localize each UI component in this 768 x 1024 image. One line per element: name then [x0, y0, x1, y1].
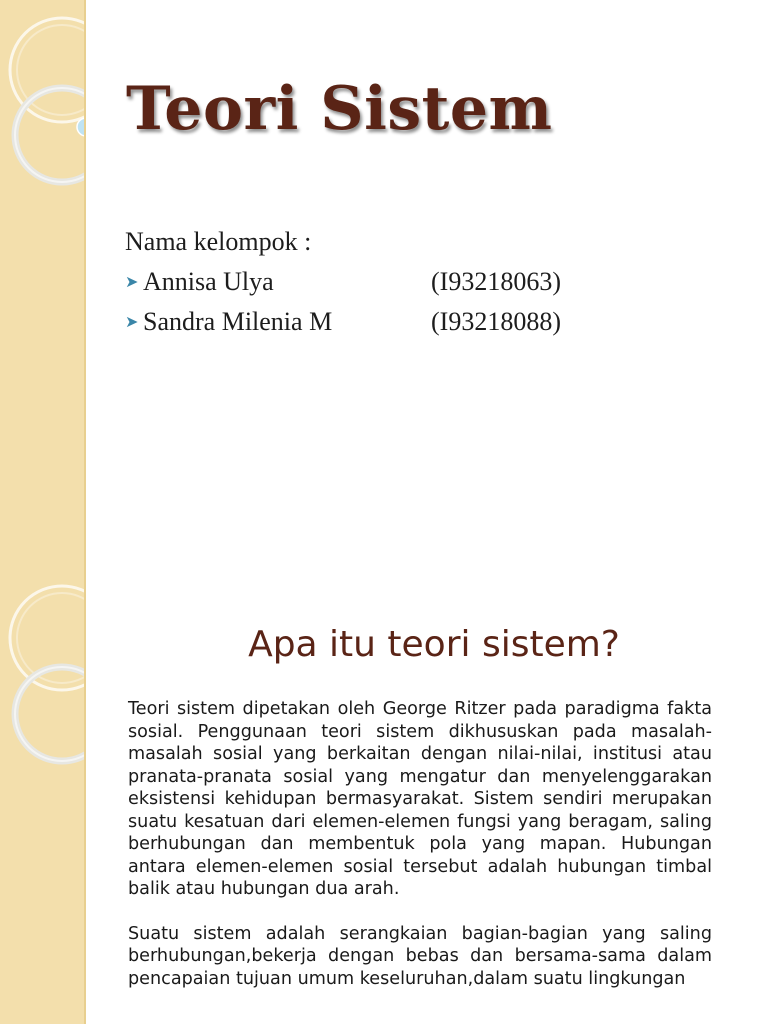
member-row [125, 304, 561, 344]
slide-body [128, 698, 712, 1012]
member-id: (I93218088) [431, 307, 561, 336]
slide-title: Apa itu teori sistem? [248, 624, 620, 665]
arrow-bullet-icon: ➤ [125, 314, 139, 331]
arrow-bullet-icon: ➤ [125, 274, 139, 291]
member-name: Sandra Milenia M [143, 307, 333, 336]
slide-2 [0, 576, 768, 1024]
member-id: (I93218063) [431, 267, 561, 296]
group-label: Nama kelompok : [125, 227, 312, 256]
member-name: Annisa Ulya [143, 267, 274, 296]
paragraph: Teori sistem dipetakan oleh George Ritzer pada paradigma fakta sosial. Penggunaan teori sistem dikhususkan pada masalah-masalah sosial yang berkaitan dengan nilai-nilai, institusi atau pranata-pranata sosial yang mengatur dan menyelenggarakan eksistensi kehidupan bermasyarakat. Sistem sendiri merupakan suatu kesatuan dari elemen-elemen fungsi yang beragam, saling berhubungan dan membentuk pola yang mapan. Hubungan antara elemen-elemen sosial tersebut adalah hubungan timbal balik atau hubungan dua arah. [128, 699, 712, 899]
member-row [125, 264, 561, 304]
slide-title: Teori Sistem [126, 74, 553, 144]
decorative-rings-icon [0, 0, 86, 576]
side-decoration [0, 0, 86, 576]
group-members [125, 224, 561, 344]
paragraph: Suatu sistem adalah serangkaian bagian-bagian yang saling berhubungan,bekerja dengan bebas dan bersama-sama dalam pencapaian tujuan umum keseluruhan,dalam suatu lingkungan [128, 923, 712, 989]
